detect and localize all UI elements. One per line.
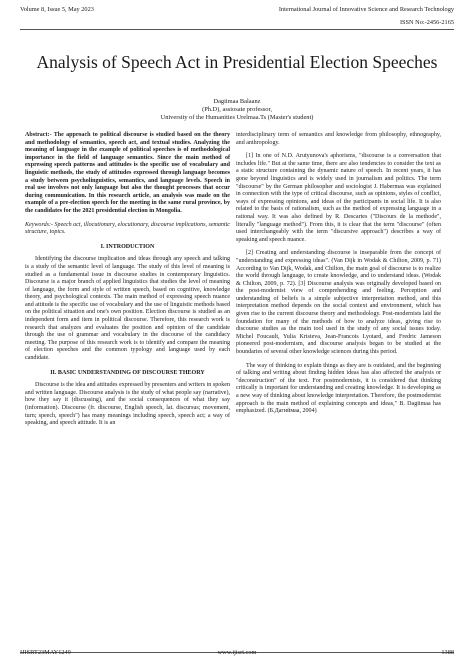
- section-heading-discourse-theory: II. BASIC UNDERSTANDING OF DISCOURSE THEORY: [50, 369, 205, 376]
- journal-name: International Journal of Innovative Science and Research Technology: [278, 6, 454, 13]
- issn-number: ISSN No:-2456-2165: [399, 19, 454, 26]
- abstract: Abstract:- The approach to political discourse is studied based on the theory and methodology of semantics, speech act, and textual studies. Analyzing the meaning of language in the example of political speeches is of methodological importance in the field of language semantics. Since the main method of expressing speech patterns and attitudes is the specific use of vocabulary and linguistic methods, the study of attitudes expressed through language becomes a study between psycholinguistics, semantics, and language levels. Speech in real use involves not only language but also the thought processes that occur during communication. In this research article, an analysis was made on the example of a pre-election speech for the meeting in the same rural province, by the candidates for the 2021 presidential election in Mongolia.: [25, 132, 230, 214]
- paragraph-postmodernism: The way of thinking to explain things as they are is outdated, and the beginning of talking and writing about finding hidden ideas has also affected the analysis or "deconstruction" of the text. For postmodernists, it is considered that thinking critically is important for understanding and creating knowledge. It is developing as a new way of thinking about knowledge interpretation. Therefore, the postmodernist approach is the main method of explaining concepts and ideas," B. Dagiimaa has emphasized. (Б.Дагиймаа, 2004): [236, 362, 441, 415]
- paragraph-arutyunova: [1] In one of N.D. Arutyunova's aphorisms, "discourse is a conversation that includes life." But at the same time, there are also tendencies to consider the text as a static structure containing the dynamic nature of speech. In recent years, it has gone beyond linguistics and is widely used in journalism and politics. The term "discourse" by the German philosopher and sociologist J. Habermas was explained in connection with the type of critical discourse, such as opinions, styles of conflict, ways of expressing opinions, and ideas of the participants in social life. It is also related to the basis of rationalism, such as the method of expressing language in a rational way. It was also defined by R. Descartes ("Discours de la methode", literally "language method"). From this, it is clear that the term "discourse" (often used interchangeably with the term "discursive approach") describes a way of speaking and speech nuance.: [236, 153, 441, 243]
- paper-title: Analysis of Speech Act in Presidential Election Speeches: [36, 52, 438, 72]
- introduction-text: Identifying the discourse implication and ideas through any speech and talking is a study of the semantic level of language. The study of this level of meaning is studied as a fundamental issue in discourse studies in contemporary linguistics. Discourse is a major branch of applied linguistics that studies the level of meaning of language, the form and style of written speech, based on cognitive, knowledge theory, and psychological contexts. The main method of expressing speech nuance and attitude is the specific use of vocabulary and the use of linguistic methods based on the political situation and one's own position. Election discourse is studied as an independent form and item in political discourse. Therefore, this research work is research that analyzes and evaluates the position and opinion of the candidate through the use of grammar and vocabulary in the discourse of the candidacy meeting. The purpose of this research work is to identify and compare the meaning of election speeches and the common typology and language used by each candidate.: [25, 256, 230, 362]
- author-affiliation: University of the Humanities Urelmaa.Ts (Master's student): [160, 114, 314, 121]
- paragraph-continuation: interdisciplinary term of semantics and knowledge from philosophy, ethnography, and anthropology.: [236, 132, 441, 146]
- right-column: [236, 132, 441, 416]
- section-heading-introduction: I. INTRODUCTION: [100, 243, 155, 250]
- keywords: Keywords:- Speech act, illocutionary, elocutionary, discourse implications, semantic structure, topics.: [25, 221, 230, 236]
- header-rule: [20, 29, 454, 30]
- page-number: 1388: [441, 649, 454, 656]
- author-role: (Ph.D), assiosate professor,: [202, 106, 272, 113]
- author-block: [20, 98, 454, 122]
- discourse-theory-text: Discourse is the idea and attitudes expressed by presenters and writers in spoken and written language. Discourse analysis is the study of what people say (narrative), how they say it (discussing), and the social consequences of what they say (information). Discourse (fr. discourse, English speech, lat. discursus; movement, turn; speech, speech") has many meanings including speech, speech act; a way of speaking, and speech attitude. It is an: [25, 382, 230, 427]
- paragraph-van-dijk: [2] Creating and understanding discourse is inseparable from the concept of "understanding and expressing ideas". (Van Dijk in Wodak & Chilton, 2009, p. 71) According to Van Dijk, Wodak, and Chilton, the main goal of discourse is to realize the world through language, to create knowledge, and to understand ideas. (Wodak & Chilton, 2009, p. 72). [3] Discourse analysis was originally developed based on the post-modernist view of comprehending and feeling. Perception and understanding of beliefs is a simple subjective interpretation method, and this interpretation method depends on the social context and environment, which has given rise to the current discourse theory and methodology. Post-modernists laid the foundation for many of the methods of how to analyze ideas, giving rise to discourse studies as the main tool used in the study of any social issues today. Michel Foucault, Yulia Kristeva, Jean-Francois Lyotard, and Fredric Jameson pioneered post-modernism, and discourse analysis began to be studied at the boundaries of several other knowledge sciences during this period.: [236, 250, 441, 356]
- journal-url[interactable]: www.ijisrt.com: [217, 649, 257, 656]
- page-footer: [20, 649, 454, 656]
- author-name: Dagiimaa Balaanz: [213, 98, 261, 105]
- left-column: [25, 132, 230, 428]
- volume-info: Volume 8, Issue 5, May 2023: [20, 6, 94, 13]
- paper-code: IJISRT23MAY1249: [20, 649, 71, 656]
